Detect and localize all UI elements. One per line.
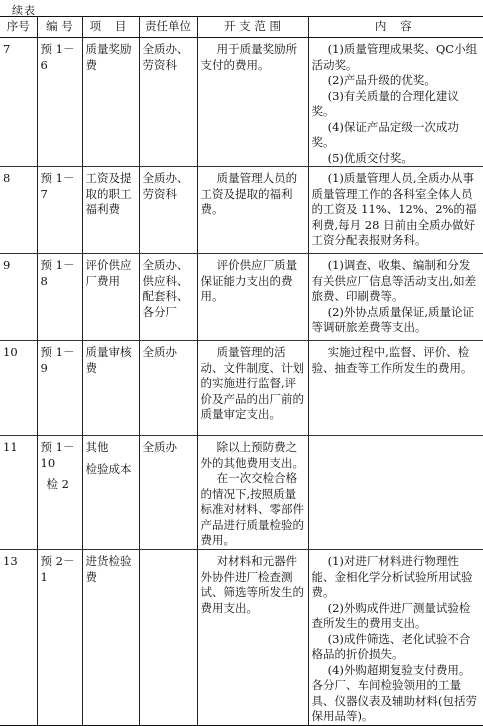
content-text: (1)对进厂材料进行物理性能、金相化学分析试验所用试验费。 — [311, 554, 473, 599]
content-text: (3)有关质量的合理化建议奖。 — [311, 88, 459, 118]
row-code: 预 2－1 — [37, 550, 82, 726]
scope-text: 用于质量奖励所支付的费用。 — [200, 42, 298, 72]
content-text: (2)外购成件进厂测量试验检查所发生的费用支出。 — [311, 600, 471, 630]
row-scope — [197, 550, 308, 726]
content-text: (4)保证产品定级一次成功奖。 — [311, 119, 459, 149]
row-item: 质量奖励费 — [82, 38, 139, 167]
content-text: 实施过程中,监督、评价、检验、抽查等工作所发生的费用。 — [311, 345, 473, 375]
table-row — [0, 167, 483, 254]
row-item: 质量审核费 — [82, 341, 139, 436]
row-code-secondary: 检 2 — [46, 477, 69, 491]
row-no: 8 — [0, 167, 37, 254]
row-item: 进货检验费 — [82, 550, 139, 726]
table-header-row — [0, 17, 483, 38]
content-text: (5)优质交付奖。 — [327, 150, 413, 165]
expense-table — [0, 16, 483, 726]
row-item-cell — [82, 436, 139, 550]
table-row — [0, 254, 483, 341]
table-row — [0, 436, 483, 550]
row-content — [308, 341, 483, 436]
row-code: 预 1－8 — [37, 254, 82, 341]
row-no: 9 — [0, 254, 37, 341]
row-scope — [197, 341, 308, 436]
table-row — [0, 341, 483, 436]
row-unit: 全质办 — [139, 436, 197, 550]
content-text: (3)成件筛选、老化试验不合格品的折价损失。 — [311, 631, 471, 661]
row-content — [308, 38, 483, 167]
header-no: 序号 — [0, 17, 37, 38]
row-item-secondary: 检验成本 — [85, 461, 132, 476]
content-text: (1)质量管理成果奖、QC小组活动奖。 — [311, 42, 478, 72]
scope-text: 对材料和元器件外协件进厂检查测试、筛选等所发生的费用支出。 — [200, 554, 304, 615]
row-unit: 全质办、供应科、配套科、各分厂 — [139, 254, 197, 341]
row-code-cell — [37, 436, 82, 550]
row-scope — [197, 167, 308, 254]
content-text: (2)外协点质量保证,质量论证等调研旅差费等支出。 — [311, 304, 475, 334]
row-no: 7 — [0, 38, 37, 167]
row-code: 预 1－9 — [37, 341, 82, 436]
row-scope — [197, 38, 308, 167]
row-no: 10 — [0, 341, 37, 436]
table-row — [0, 550, 483, 726]
scope-text: 除以上预防费之外的其他费用支出。 — [200, 440, 304, 470]
row-unit: 全质办、劳资科 — [139, 38, 197, 167]
row-item: 工资及提取的职工福利费 — [82, 167, 139, 254]
row-content — [308, 167, 483, 254]
row-content — [308, 254, 483, 341]
header-code: 编 号 — [37, 17, 82, 38]
row-item: 评价供应厂费用 — [82, 254, 139, 341]
table-caption: 续表 — [12, 4, 36, 17]
row-code: 预 1－10 — [40, 440, 75, 470]
row-scope — [197, 254, 308, 341]
scope-text: 质量管理人员的工资及提取的福利费。 — [200, 171, 298, 216]
row-unit: 全质办 — [139, 341, 197, 436]
row-no: 11 — [0, 436, 37, 550]
row-unit — [139, 550, 197, 726]
row-scope — [197, 436, 308, 550]
content-text: (2)产品升级的优奖。 — [327, 73, 436, 87]
row-content — [308, 550, 483, 726]
content-text: (1)调查、收集、编制和分发有关供应厂信息等活动支出,如差旅费、印刷费等。 — [311, 258, 477, 303]
row-content — [308, 436, 483, 550]
scope-text: 质量管理的活动、文件制度、计划的实施进行监督,评价及产品的出厂前的质量审定支出。 — [200, 345, 304, 421]
row-item: 其他 — [85, 440, 109, 454]
row-code: 预 1－6 — [37, 38, 82, 167]
header-scope: 开 支 范 围 — [197, 17, 308, 38]
row-no: 13 — [0, 550, 37, 726]
scope-text: 评价供应厂质量保证能力支出的费用。 — [200, 258, 298, 303]
row-code: 预 1－7 — [37, 167, 82, 254]
content-text: (4)外购超期复验支付费用。各分厂、车间检验领用的工量具、仪器仪表及辅助材料(包括劳保用品等)。 — [311, 662, 477, 723]
row-unit: 全质办、劳资科 — [139, 167, 197, 254]
table-row — [0, 38, 483, 167]
header-content: 内 容 — [308, 17, 483, 38]
header-item: 项 目 — [82, 17, 139, 38]
header-unit: 责任单位 — [139, 17, 197, 38]
content-text: (1)质量管理人员,全质办从事质量管理工作的各科室全体人员的工资及 11%、12%、2%的福利费,每月 28 日前由全质办做好工资分配表报财务科。 — [311, 171, 477, 247]
scope-text: 在一次交检合格的情况下,按照质量标准对材料、零部件产品进行质量检验的费用。 — [200, 471, 304, 547]
